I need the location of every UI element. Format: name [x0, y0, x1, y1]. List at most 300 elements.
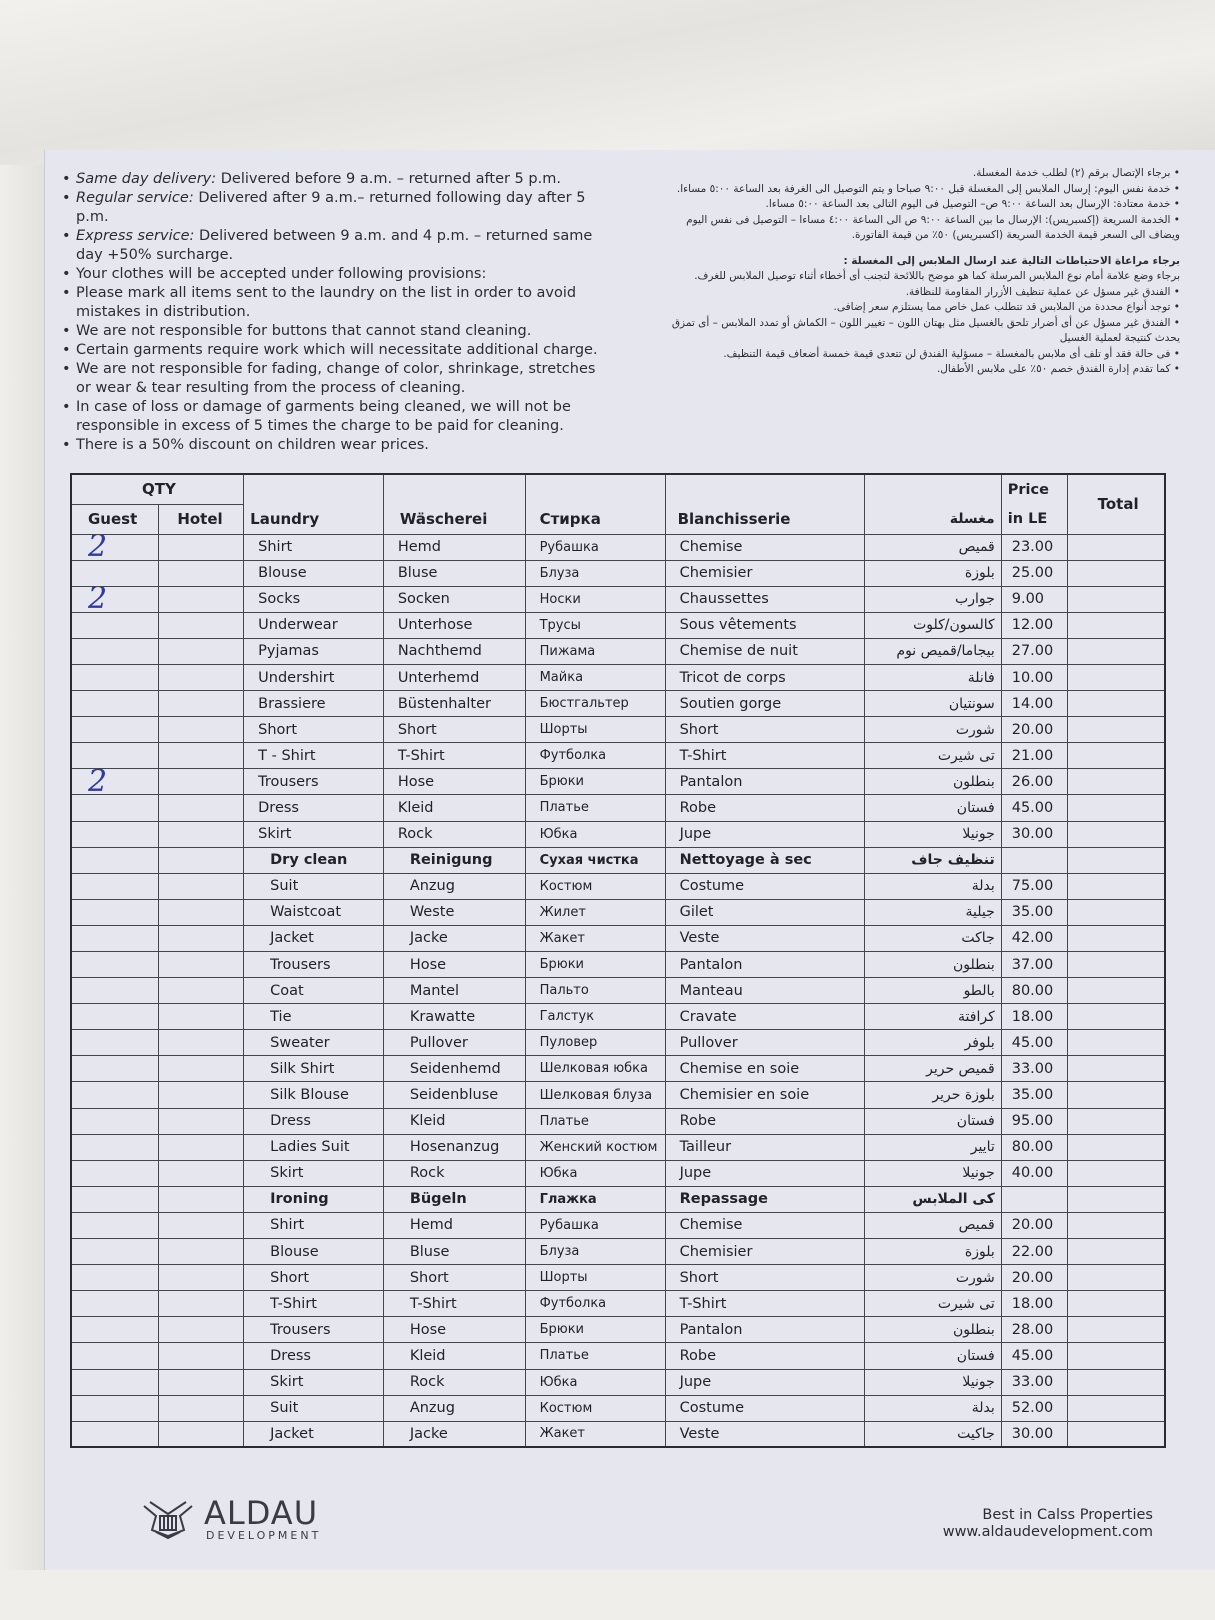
item-arabic: كى الملابس — [865, 1186, 1002, 1212]
hotel-qty-cell[interactable] — [159, 691, 244, 717]
guest-qty-cell[interactable] — [71, 821, 159, 847]
item-french: Tailleur — [665, 1134, 864, 1160]
item-russian: Костюм — [525, 873, 665, 899]
item-french: Short — [665, 717, 864, 743]
total-cell[interactable] — [1067, 717, 1165, 743]
russian-header: Стирка — [525, 504, 665, 534]
item-english: Sweater — [244, 1030, 384, 1056]
hotel-qty-cell[interactable] — [159, 586, 244, 612]
item-arabic: فستان — [865, 1343, 1002, 1369]
note-text: Please mark all items sent to the laundry on the list in order to avoid mistakes in distribution. — [76, 285, 577, 320]
item-french: Chaussettes — [665, 586, 864, 612]
hotel-qty-cell[interactable] — [159, 1369, 244, 1395]
item-price: 42.00 — [1001, 925, 1067, 951]
aldau-logo — [140, 1494, 330, 1544]
item-row — [71, 1030, 1165, 1056]
guest-qty-cell[interactable] — [71, 1056, 159, 1082]
item-arabic: فانلة — [865, 664, 1002, 690]
item-row — [71, 1395, 1165, 1421]
item-russian: Футболка — [525, 1291, 665, 1317]
guest-qty-cell[interactable] — [71, 1134, 159, 1160]
guest-qty-cell[interactable] — [71, 1291, 159, 1317]
hotel-qty-cell[interactable] — [159, 1317, 244, 1343]
laundry-header: Laundry — [244, 504, 384, 534]
item-french: Chemise — [665, 534, 864, 560]
item-russian: Платье — [525, 795, 665, 821]
total-cell[interactable] — [1067, 612, 1165, 638]
item-german: Hemd — [383, 1212, 525, 1238]
hotel-qty-cell[interactable] — [159, 1212, 244, 1238]
item-english: Socks — [244, 586, 384, 612]
note-item — [62, 360, 602, 398]
hotel-qty-cell[interactable] — [159, 717, 244, 743]
guest-qty-cell[interactable] — [71, 717, 159, 743]
total-cell[interactable] — [1067, 1186, 1165, 1212]
footer-contact — [943, 1507, 1153, 1541]
item-arabic: كالسون/كلوت — [865, 612, 1002, 638]
item-german: Krawatte — [383, 1004, 525, 1030]
item-price: 20.00 — [1001, 717, 1067, 743]
hotel-qty-cell[interactable] — [159, 1160, 244, 1186]
hotel-qty-cell[interactable] — [159, 847, 244, 873]
item-russian: Брюки — [525, 1317, 665, 1343]
note-label: Regular service: — [76, 190, 194, 206]
hotel-qty-cell[interactable] — [159, 952, 244, 978]
item-price: 45.00 — [1001, 1030, 1067, 1056]
item-french: Chemise en soie — [665, 1056, 864, 1082]
item-arabic: بالطو — [865, 978, 1002, 1004]
arabic-note-item: • الفندق غير مسؤل عن أى أضرار تلحق بالغسيل مثل بهتان اللون – تغيير اللون – الكماش أو تمدد الملابس – أى تمزق يحدث كنتيجة لعملية الغسيل — [671, 316, 1180, 344]
item-arabic: تايير — [865, 1134, 1002, 1160]
item-arabic: جوارب — [865, 586, 1002, 612]
item-english: Suit — [244, 1395, 384, 1421]
guest-qty-cell[interactable] — [71, 1421, 159, 1447]
item-russian: Платье — [525, 1108, 665, 1134]
hotel-qty-cell[interactable] — [159, 1108, 244, 1134]
french-header: Blanchisserie — [665, 504, 864, 534]
item-price: 45.00 — [1001, 795, 1067, 821]
total-cell[interactable] — [1067, 795, 1165, 821]
item-russian: Носки — [525, 586, 665, 612]
english-notes — [62, 170, 602, 455]
guest-qty-cell[interactable] — [71, 743, 159, 769]
item-german: Rock — [383, 821, 525, 847]
guest-qty-cell[interactable] — [71, 612, 159, 638]
item-english: Ironing — [244, 1186, 384, 1212]
item-price: 30.00 — [1001, 1421, 1067, 1447]
hotel-qty-cell[interactable] — [159, 821, 244, 847]
item-german: Short — [383, 1265, 525, 1291]
arabic-note-item: • خدمة معتادة: الإرسال بعد الساعة ٩:٠٠ ص– التوصيل فى اليوم التالى بعد الساعة ٥:٠٠ مساءا. — [765, 198, 1180, 210]
item-french: Veste — [665, 1421, 864, 1447]
guest-qty-cell[interactable] — [71, 691, 159, 717]
note-item — [62, 436, 602, 455]
guest-qty-cell[interactable] — [71, 1030, 159, 1056]
total-cell[interactable] — [1067, 691, 1165, 717]
item-arabic: قميص — [865, 534, 1002, 560]
note-item — [62, 284, 602, 322]
item-russian: Пижама — [525, 638, 665, 664]
item-german: Mantel — [383, 978, 525, 1004]
item-russian: Блуза — [525, 560, 665, 586]
item-french: Pantalon — [665, 769, 864, 795]
item-french: Costume — [665, 873, 864, 899]
total-cell[interactable] — [1067, 769, 1165, 795]
item-price — [1001, 847, 1067, 873]
total-cell[interactable] — [1067, 1030, 1165, 1056]
item-price: 35.00 — [1001, 899, 1067, 925]
item-price: 27.00 — [1001, 638, 1067, 664]
hotel-qty-cell[interactable] — [159, 1343, 244, 1369]
item-row — [71, 1421, 1165, 1447]
item-russian: Трусы — [525, 612, 665, 638]
tagline: Best in Calss Properties — [982, 1507, 1153, 1523]
item-arabic: جيلية — [865, 899, 1002, 925]
hotel-qty-cell[interactable] — [159, 769, 244, 795]
item-english: T - Shirt — [244, 743, 384, 769]
item-german: T-Shirt — [383, 1291, 525, 1317]
item-russian: Майка — [525, 664, 665, 690]
item-russian: Пуловер — [525, 1030, 665, 1056]
note-item — [62, 398, 602, 436]
background-fabric-left — [0, 165, 44, 1570]
item-english: Underwear — [244, 612, 384, 638]
hotel-qty-cell[interactable] — [159, 1265, 244, 1291]
section-row — [71, 847, 1165, 873]
guest-qty-cell[interactable] — [71, 638, 159, 664]
item-arabic: بنطلون — [865, 769, 1002, 795]
note-text: In case of loss or damage of garments being cleaned, we will not be responsible in excess of 5 times the charge to be paid for cleaning. — [76, 399, 571, 434]
hotel-qty-cell[interactable] — [159, 664, 244, 690]
guest-qty-cell[interactable] — [71, 1082, 159, 1108]
note-item — [62, 227, 602, 265]
item-english: Suit — [244, 873, 384, 899]
laundry-price-table — [70, 473, 1166, 1448]
total-cell[interactable] — [1067, 1291, 1165, 1317]
item-price: 18.00 — [1001, 1291, 1067, 1317]
item-english: Short — [244, 717, 384, 743]
note-text: There is a 50% discount on children wear prices. — [76, 437, 429, 453]
brand-name: ALDAU — [204, 1494, 319, 1532]
guest-qty-cell[interactable]: 2 — [71, 769, 159, 795]
item-price: 33.00 — [1001, 1369, 1067, 1395]
total-cell[interactable] — [1067, 1265, 1165, 1291]
total-cell[interactable] — [1067, 1212, 1165, 1238]
guest-qty-cell[interactable] — [71, 1395, 159, 1421]
item-price: 80.00 — [1001, 978, 1067, 1004]
item-russian: Рубашка — [525, 1212, 665, 1238]
total-cell[interactable] — [1067, 925, 1165, 951]
note-label: Express service: — [76, 228, 195, 244]
item-french: Sous vêtements — [665, 612, 864, 638]
guest-qty-cell[interactable] — [71, 1160, 159, 1186]
item-row — [71, 1056, 1165, 1082]
website[interactable]: www.aldaudevelopment.com — [942, 1524, 1153, 1540]
item-english: Short — [244, 1265, 384, 1291]
total-cell[interactable] — [1067, 847, 1165, 873]
guest-qty-cell[interactable] — [71, 1317, 159, 1343]
item-french: T-Shirt — [665, 1291, 864, 1317]
hotel-qty-cell[interactable] — [159, 1291, 244, 1317]
item-price: 52.00 — [1001, 1395, 1067, 1421]
total-cell[interactable] — [1067, 1239, 1165, 1265]
item-russian: Шелковая юбка — [525, 1056, 665, 1082]
guest-qty-cell[interactable] — [71, 1004, 159, 1030]
item-german: T-Shirt — [383, 743, 525, 769]
hotel-qty-cell[interactable] — [159, 1056, 244, 1082]
hotel-qty-cell[interactable] — [159, 978, 244, 1004]
total-cell[interactable] — [1067, 873, 1165, 899]
item-arabic: بلوزة — [865, 1239, 1002, 1265]
total-cell[interactable] — [1067, 560, 1165, 586]
note-label: Same day delivery: — [76, 171, 217, 187]
note-item — [62, 189, 602, 227]
item-price: 26.00 — [1001, 769, 1067, 795]
hotel-qty-cell[interactable] — [159, 1239, 244, 1265]
item-german: Hosenanzug — [383, 1134, 525, 1160]
item-german: Socken — [383, 586, 525, 612]
item-row — [71, 1343, 1165, 1369]
item-german: Reinigung — [383, 847, 525, 873]
item-german: Short — [383, 717, 525, 743]
item-french: Chemisier — [665, 1239, 864, 1265]
total-cell[interactable] — [1067, 821, 1165, 847]
item-row — [71, 1134, 1165, 1160]
guest-qty-cell[interactable] — [71, 978, 159, 1004]
item-english: Waistcoat — [244, 899, 384, 925]
hotel-qty-cell[interactable] — [159, 925, 244, 951]
guest-qty-cell[interactable] — [71, 1369, 159, 1395]
item-german: Büstenhalter — [383, 691, 525, 717]
guest-qty-cell[interactable]: 2 — [71, 586, 159, 612]
item-english: Dress — [244, 1343, 384, 1369]
item-french: Jupe — [665, 821, 864, 847]
hotel-qty-cell[interactable] — [159, 1134, 244, 1160]
arabic-note-item: • فى حالة فقد أو تلف أى ملابس بالمغسلة – مسؤلية الفندق لن تتعدى قيمة خمسة أضعاف قيمة التنظيف. — [723, 347, 1180, 360]
item-arabic: بدلة — [865, 873, 1002, 899]
item-german: Hose — [383, 952, 525, 978]
item-russian: Костюм — [525, 1395, 665, 1421]
item-french: Jupe — [665, 1160, 864, 1186]
item-price: 12.00 — [1001, 612, 1067, 638]
item-russian: Блуза — [525, 1239, 665, 1265]
note-item — [62, 341, 602, 360]
item-english: Trousers — [244, 769, 384, 795]
item-arabic: بنطلون — [865, 1317, 1002, 1343]
total-cell[interactable] — [1067, 1004, 1165, 1030]
item-arabic: بلوفر — [865, 1030, 1002, 1056]
total-cell[interactable] — [1067, 1369, 1165, 1395]
item-russian: Бюстгальтер — [525, 691, 665, 717]
item-russian: Жакет — [525, 1421, 665, 1447]
hotel-qty-cell[interactable] — [159, 1186, 244, 1212]
item-arabic: شورت — [865, 717, 1002, 743]
item-russian: Женский костюм — [525, 1134, 665, 1160]
note-text: Delivered between 9 a.m. and 4 p.m. – returned same day +50% surcharge. — [76, 228, 593, 263]
guest-qty-cell[interactable] — [71, 1212, 159, 1238]
item-row — [71, 638, 1165, 664]
item-russian: Юбка — [525, 1369, 665, 1395]
hotel-qty-cell[interactable] — [159, 1030, 244, 1056]
guest-qty-cell[interactable] — [71, 1108, 159, 1134]
item-german: Nachthemd — [383, 638, 525, 664]
total-cell[interactable] — [1067, 1082, 1165, 1108]
item-french: Veste — [665, 925, 864, 951]
hotel-qty-cell[interactable] — [159, 1421, 244, 1447]
item-price: 18.00 — [1001, 1004, 1067, 1030]
item-arabic: قميص — [865, 1212, 1002, 1238]
arabic-notes — [660, 166, 1180, 378]
item-english: Coat — [244, 978, 384, 1004]
total-cell[interactable] — [1067, 1343, 1165, 1369]
item-english: T-Shirt — [244, 1291, 384, 1317]
item-arabic: بيجاما/قميص نوم — [865, 638, 1002, 664]
guest-qty-cell[interactable] — [71, 873, 159, 899]
item-french: Chemise de nuit — [665, 638, 864, 664]
item-price: 37.00 — [1001, 952, 1067, 978]
item-german: Unterhose — [383, 612, 525, 638]
hotel-qty-cell[interactable] — [159, 1004, 244, 1030]
total-cell[interactable] — [1067, 743, 1165, 769]
item-price: 14.00 — [1001, 691, 1067, 717]
item-row — [71, 873, 1165, 899]
item-french: Robe — [665, 795, 864, 821]
item-french: Manteau — [665, 978, 864, 1004]
guest-qty-cell[interactable] — [71, 664, 159, 690]
item-english: Blouse — [244, 560, 384, 586]
guest-qty-cell[interactable] — [71, 1239, 159, 1265]
total-cell[interactable] — [1067, 978, 1165, 1004]
total-cell[interactable] — [1067, 899, 1165, 925]
hotel-qty-cell[interactable] — [159, 795, 244, 821]
item-german: Anzug — [383, 873, 525, 899]
arabic-note-item: برجاء مراعاة الاحتياطات التالية عند ارسال الملابس إلى المغسلة : — [843, 254, 1180, 267]
item-french: Gilet — [665, 899, 864, 925]
guest-qty-cell[interactable] — [71, 952, 159, 978]
item-english: Jacket — [244, 1421, 384, 1447]
item-german: Anzug — [383, 1395, 525, 1421]
item-price: 22.00 — [1001, 1239, 1067, 1265]
guest-qty-cell[interactable]: 2 — [71, 534, 159, 560]
hotel-qty-cell[interactable] — [159, 873, 244, 899]
item-price: 23.00 — [1001, 534, 1067, 560]
item-row — [71, 925, 1165, 951]
total-cell[interactable] — [1067, 1395, 1165, 1421]
item-arabic: جونيلا — [865, 821, 1002, 847]
item-german: Hose — [383, 1317, 525, 1343]
item-arabic: شورت — [865, 1265, 1002, 1291]
hotel-qty-cell[interactable] — [159, 1395, 244, 1421]
item-price: 20.00 — [1001, 1265, 1067, 1291]
arabic-note-item: برجاء وضع علامة أمام نوع الملابس المرسلة كما هو موضح باللائحة لتجنب أى أخطاء أثناء توصيل الملابس للغرف. — [694, 270, 1180, 282]
arabic-note-item: • الفندق غير مسؤل عن عملية تنظيف الأزرار المقاومة للنظافة. — [905, 285, 1180, 298]
total-cell[interactable] — [1067, 1108, 1165, 1134]
total-cell[interactable] — [1067, 586, 1165, 612]
item-arabic: تى شيرت — [865, 743, 1002, 769]
hotel-qty-cell[interactable] — [159, 638, 244, 664]
item-price: 20.00 — [1001, 1212, 1067, 1238]
aldau-emblem-icon — [140, 1496, 196, 1540]
item-russian: Юбка — [525, 821, 665, 847]
item-russian: Шелковая блуза — [525, 1082, 665, 1108]
total-cell[interactable] — [1067, 952, 1165, 978]
item-german: Hose — [383, 769, 525, 795]
item-row — [71, 1317, 1165, 1343]
item-german: Jacke — [383, 925, 525, 951]
item-german: Rock — [383, 1369, 525, 1395]
guest-qty-cell[interactable] — [71, 925, 159, 951]
item-german: Kleid — [383, 795, 525, 821]
note-item — [62, 265, 602, 284]
hotel-qty-cell[interactable] — [159, 1082, 244, 1108]
hotel-qty-cell[interactable] — [159, 743, 244, 769]
hotel-qty-cell[interactable] — [159, 534, 244, 560]
total-cell[interactable] — [1067, 664, 1165, 690]
item-english: Shirt — [244, 534, 384, 560]
total-cell[interactable] — [1067, 1134, 1165, 1160]
item-english: Trousers — [244, 1317, 384, 1343]
total-cell[interactable] — [1067, 638, 1165, 664]
background-fabric-bottom — [0, 1570, 1215, 1620]
guest-qty-cell[interactable] — [71, 560, 159, 586]
item-row — [71, 1160, 1165, 1186]
item-german: Kleid — [383, 1343, 525, 1369]
item-russian: Рубашка — [525, 534, 665, 560]
item-german: Rock — [383, 1160, 525, 1186]
item-price — [1001, 1186, 1067, 1212]
guest-qty-cell[interactable] — [71, 1186, 159, 1212]
hotel-qty-cell[interactable] — [159, 899, 244, 925]
item-price: 75.00 — [1001, 873, 1067, 899]
item-russian: Платье — [525, 1343, 665, 1369]
total-cell[interactable] — [1067, 1317, 1165, 1343]
guest-qty-cell[interactable] — [71, 899, 159, 925]
total-cell[interactable] — [1067, 1421, 1165, 1447]
item-row — [71, 978, 1165, 1004]
item-russian: Брюки — [525, 769, 665, 795]
total-cell[interactable] — [1067, 534, 1165, 560]
item-english: Pyjamas — [244, 638, 384, 664]
item-russian: Футболка — [525, 743, 665, 769]
guest-qty-cell[interactable] — [71, 1343, 159, 1369]
total-cell[interactable] — [1067, 1056, 1165, 1082]
hotel-qty-cell[interactable] — [159, 560, 244, 586]
total-cell[interactable] — [1067, 1160, 1165, 1186]
item-row — [71, 1108, 1165, 1134]
item-row — [71, 586, 1165, 612]
item-russian: Жакет — [525, 925, 665, 951]
hotel-qty-cell[interactable] — [159, 612, 244, 638]
item-row — [71, 795, 1165, 821]
guest-qty-cell[interactable] — [71, 847, 159, 873]
note-text: We are not responsible for fading, change of color, shrinkage, stretches or wear & tear resulting from the process of cleaning. — [76, 361, 596, 396]
item-german: Kleid — [383, 1108, 525, 1134]
item-french: Chemisier — [665, 560, 864, 586]
item-price: 25.00 — [1001, 560, 1067, 586]
item-french: Soutien gorge — [665, 691, 864, 717]
item-english: Brassiere — [244, 691, 384, 717]
hotel-header: Hotel — [159, 504, 244, 534]
item-english: Ladies Suit — [244, 1134, 384, 1160]
total-header: Total — [1067, 474, 1165, 534]
guest-qty-cell[interactable] — [71, 795, 159, 821]
note-text: We are not responsible for buttons that cannot stand cleaning. — [76, 323, 532, 339]
item-price: 21.00 — [1001, 743, 1067, 769]
guest-qty-cell[interactable] — [71, 1265, 159, 1291]
note-text: Delivered after 9 a.m.– returned following day after 5 p.m. — [76, 190, 586, 225]
note-text: Delivered before 9 a.m. – returned after 5 p.m. — [220, 171, 561, 187]
item-russian: Жилет — [525, 899, 665, 925]
